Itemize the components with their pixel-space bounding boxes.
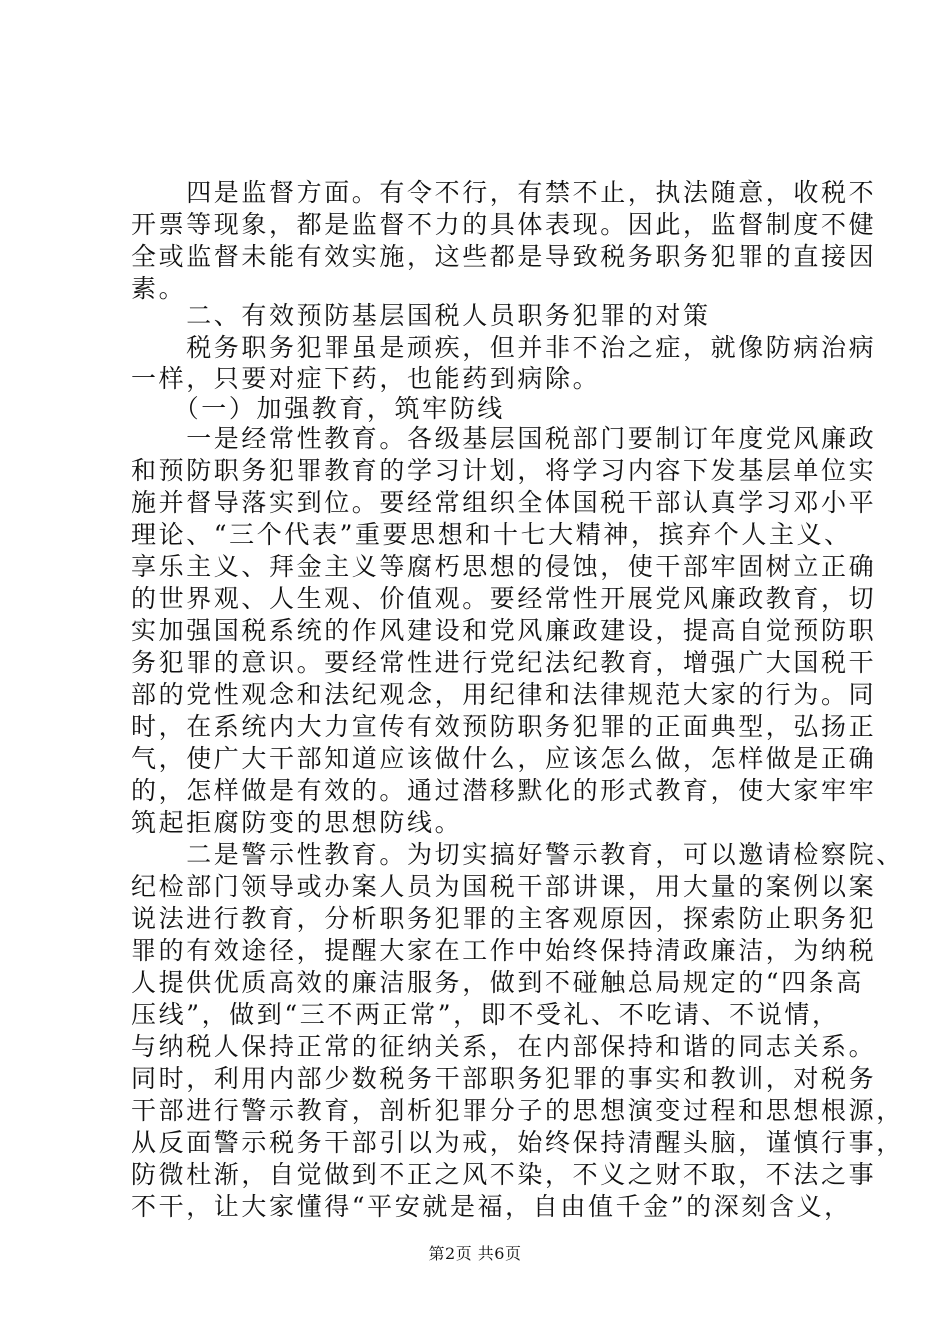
text-line: 纪检部门领导或办案人员为国税干部讲课，用大量的案例以案 xyxy=(131,872,877,901)
page-footer: 第2页 共6页 xyxy=(428,1244,522,1263)
text-line: 的世界观、人生观、价值观。要经常性开展党风廉政教育，切 xyxy=(131,584,877,613)
text-line: 气，使广大干部知道应该做什么，应该怎么做，怎样做是正确 xyxy=(131,744,877,773)
text-line: 的，怎样做是有效的。通过潜移默化的形式教育，使大家牢牢 xyxy=(131,776,877,805)
text-line: 说法进行教育，分析职务犯罪的主客观原因，探索防止职务犯 xyxy=(131,904,877,933)
text-line: 罪的有效途径，提醒大家在工作中始终保持清政廉洁，为纳税 xyxy=(131,936,877,965)
text-line: 与纳税人保持正常的征纳关系，在内部保持和谐的同志关系。 xyxy=(131,1032,877,1061)
text-line: 务犯罪的意识。要经常性进行党纪法纪教育，增强广大国税干 xyxy=(131,648,877,677)
text-line: 从反面警示税务干部引以为戒，始终保持清醒头脑，谨慎行事， xyxy=(131,1128,904,1157)
subsection-heading: （一）加强教育，筑牢防线 xyxy=(131,394,505,423)
text-line: 开票等现象，都是监督不力的具体表现。因此，监督制度不健 xyxy=(131,210,877,239)
text-line: 施并督导落实到位。要经常组织全体国税干部认真学习邓小平 xyxy=(131,488,877,517)
text-line: 税务职务犯罪虽是顽疾，但并非不治之症，就像防病治病 xyxy=(131,333,877,362)
text-line: 压线”，做到“三不两正常”，即不受礼、不吃请、不说情， xyxy=(131,1000,840,1029)
text-line: 实加强国税系统的作风建设和党风廉政建设，提高自觉预防职 xyxy=(131,616,877,645)
text-line: 部的党性观念和法纪观念，用纪律和法律规范大家的行为。同 xyxy=(131,680,877,709)
text-line: 时，在系统内大力宣传有效预防职务犯罪的正面典型，弘扬正 xyxy=(131,712,877,741)
text-line: 和预防职务犯罪教育的学习计划，将学习内容下发基层单位实 xyxy=(131,456,877,485)
text-line: 同时，利用内部少数税务干部职务犯罪的事实和教训，对税务 xyxy=(131,1064,877,1093)
text-line: 筑起拒腐防变的思想防线。 xyxy=(131,808,463,837)
text-line: 二是警示性教育。为切实搞好警示教育，可以邀请检察院、 xyxy=(131,840,904,869)
text-line: 防微杜渐，自觉做到不正之风不染，不义之财不取，不法之事 xyxy=(131,1160,877,1189)
text-line: 全或监督未能有效实施，这些都是导致税务职务犯罪的直接因 xyxy=(131,242,877,271)
text-line: 一是经常性教育。各级基层国税部门要制订年度党风廉政 xyxy=(131,424,877,453)
text-line: 四是监督方面。有令不行，有禁不止，执法随意，收税不 xyxy=(131,178,877,207)
text-line: 人提供优质高效的廉洁服务，做到不碰触总局规定的“四条高 xyxy=(131,968,864,997)
text-line: 不干，让大家懂得“平安就是福，自由值千金”的深刻含义， xyxy=(131,1192,852,1221)
text-line: 享乐主义、拜金主义等腐朽思想的侵蚀，使干部牢固树立正确 xyxy=(131,552,877,581)
section-heading: 二、有效预防基层国税人员职务犯罪的对策 xyxy=(131,301,711,330)
text-line: 素。 xyxy=(131,274,187,303)
text-line: 一样，只要对症下药，也能药到病除。 xyxy=(131,364,601,393)
text-line: 干部进行警示教育，剖析犯罪分子的思想演变过程和思想根源， xyxy=(131,1096,904,1125)
text-line: 理论、“三个代表”重要思想和十七大精神，摈弃个人主义、 xyxy=(131,520,852,549)
